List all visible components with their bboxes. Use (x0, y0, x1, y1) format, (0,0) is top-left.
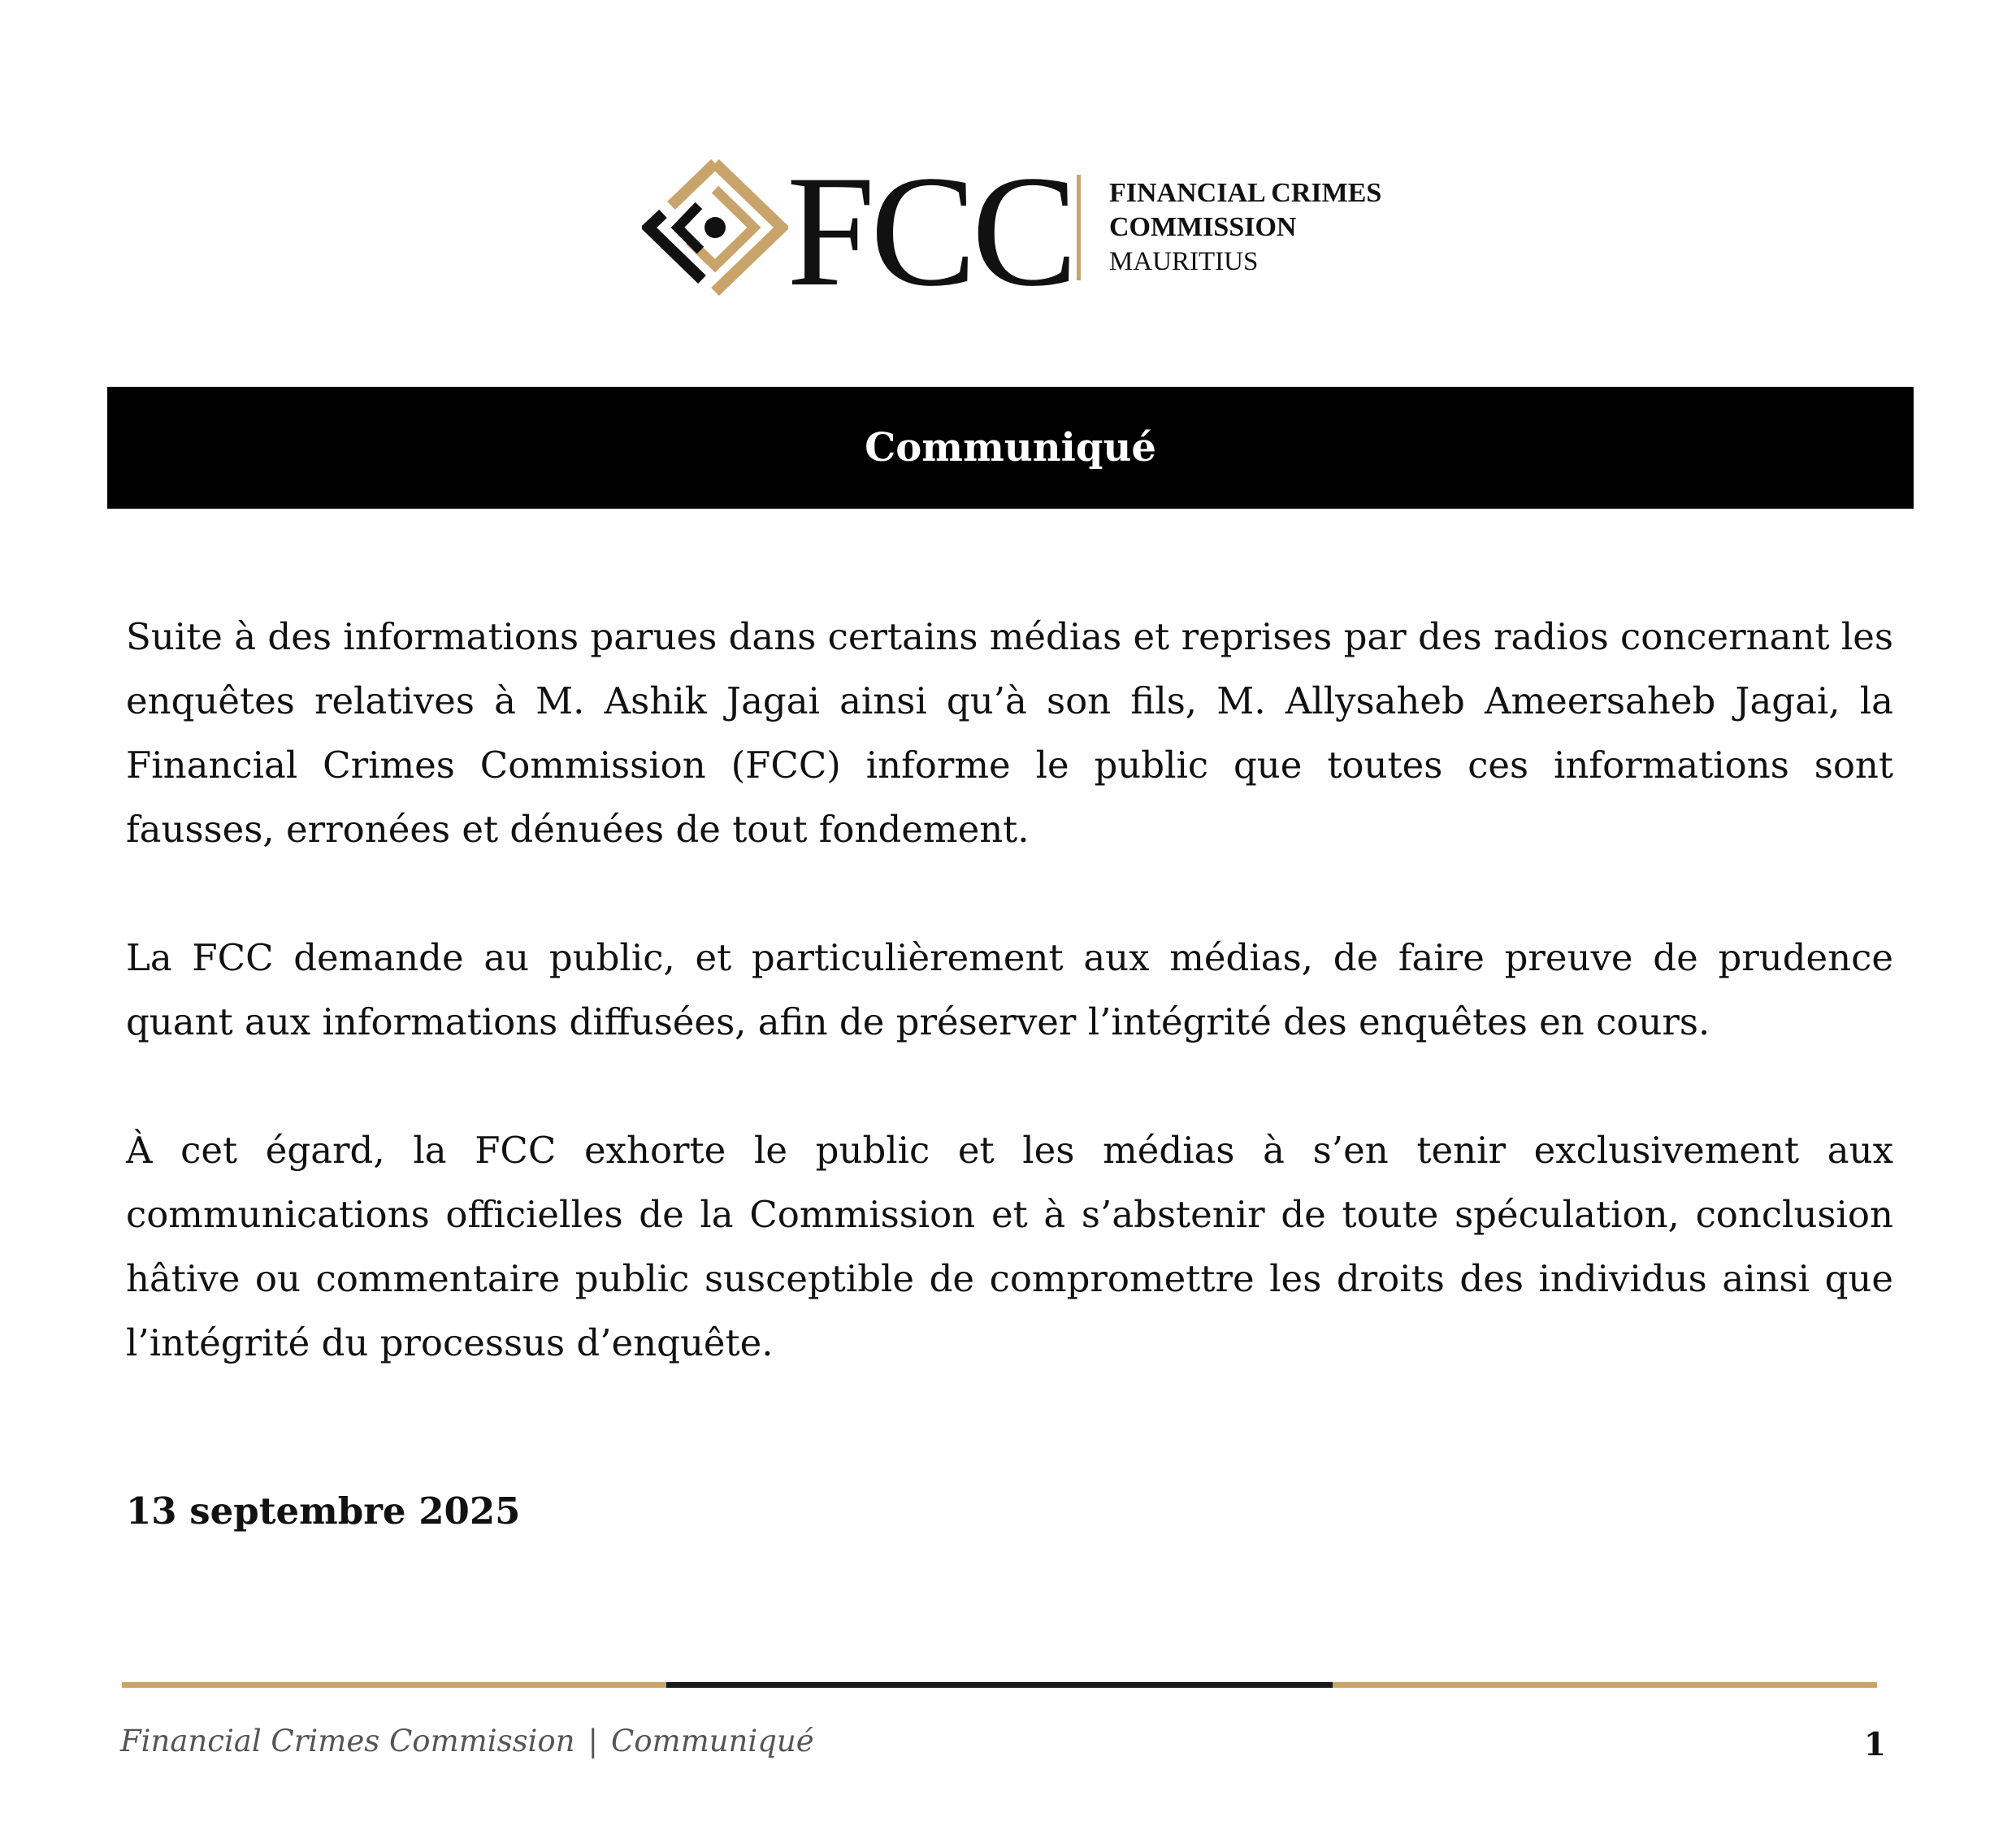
logo-line-commission: COMMISSION (1109, 212, 1297, 242)
footer-rule-left (122, 1682, 666, 1688)
footer-caption (120, 1721, 814, 1762)
paragraph-3: À cet égard, la FCC exhorte le public et les médias à s’en tenir exclusivement aux communications officielles de la Commission et à s’abstenir de toute spéculation, conclusion hâtive ou commentaire public susceptible de compromettre les droits des individus ainsi que l’intégrité du processus d’enquête. (126, 1129, 1893, 1364)
communique-date: 13 septembre 2025 (126, 1490, 521, 1533)
banner-title: Communiqué (865, 425, 1156, 471)
footer-rule-right (1333, 1682, 1877, 1688)
paragraph-1: Suite à des informations parues dans certains médias et reprises par des radios concernant les enquêtes relatives à M. Ashik Jagai ainsi qu’à son fils, M. Allysaheb Ameersaheb Jagai, la Financial Crimes Commission (FCC) informe le public que toutes ces informations sont fausses, erronées et dénuées de tout fondement. (126, 615, 1893, 851)
logo-line-mauritius: MAURITIUS (1109, 247, 1259, 276)
fcc-logo (642, 143, 1422, 319)
footer-doc-type: Communiqué (610, 1724, 814, 1758)
footer-org-name: Financial Crimes Commission (120, 1724, 575, 1758)
communique-body (126, 605, 1893, 1439)
logo-divider (1077, 175, 1081, 280)
logo-line-financial-crimes: FINANCIAL CRIMES (1109, 178, 1382, 208)
footer-rule-middle (666, 1682, 1333, 1688)
logo-acronym: FCC (787, 143, 1073, 319)
paragraph-2: La FCC demande au public, et particulièrement aux médias, de faire preuve de prudence quant aux informations diffusées, afin de préserver l’intégrité des enquêtes en cours. (126, 936, 1893, 1043)
logo-org-name (1109, 176, 1381, 279)
page-number: 1 (1863, 1726, 1886, 1763)
fcc-diamond-logo-icon (642, 158, 788, 297)
footer-separator: | (587, 1724, 598, 1758)
communique-banner (107, 387, 1914, 509)
